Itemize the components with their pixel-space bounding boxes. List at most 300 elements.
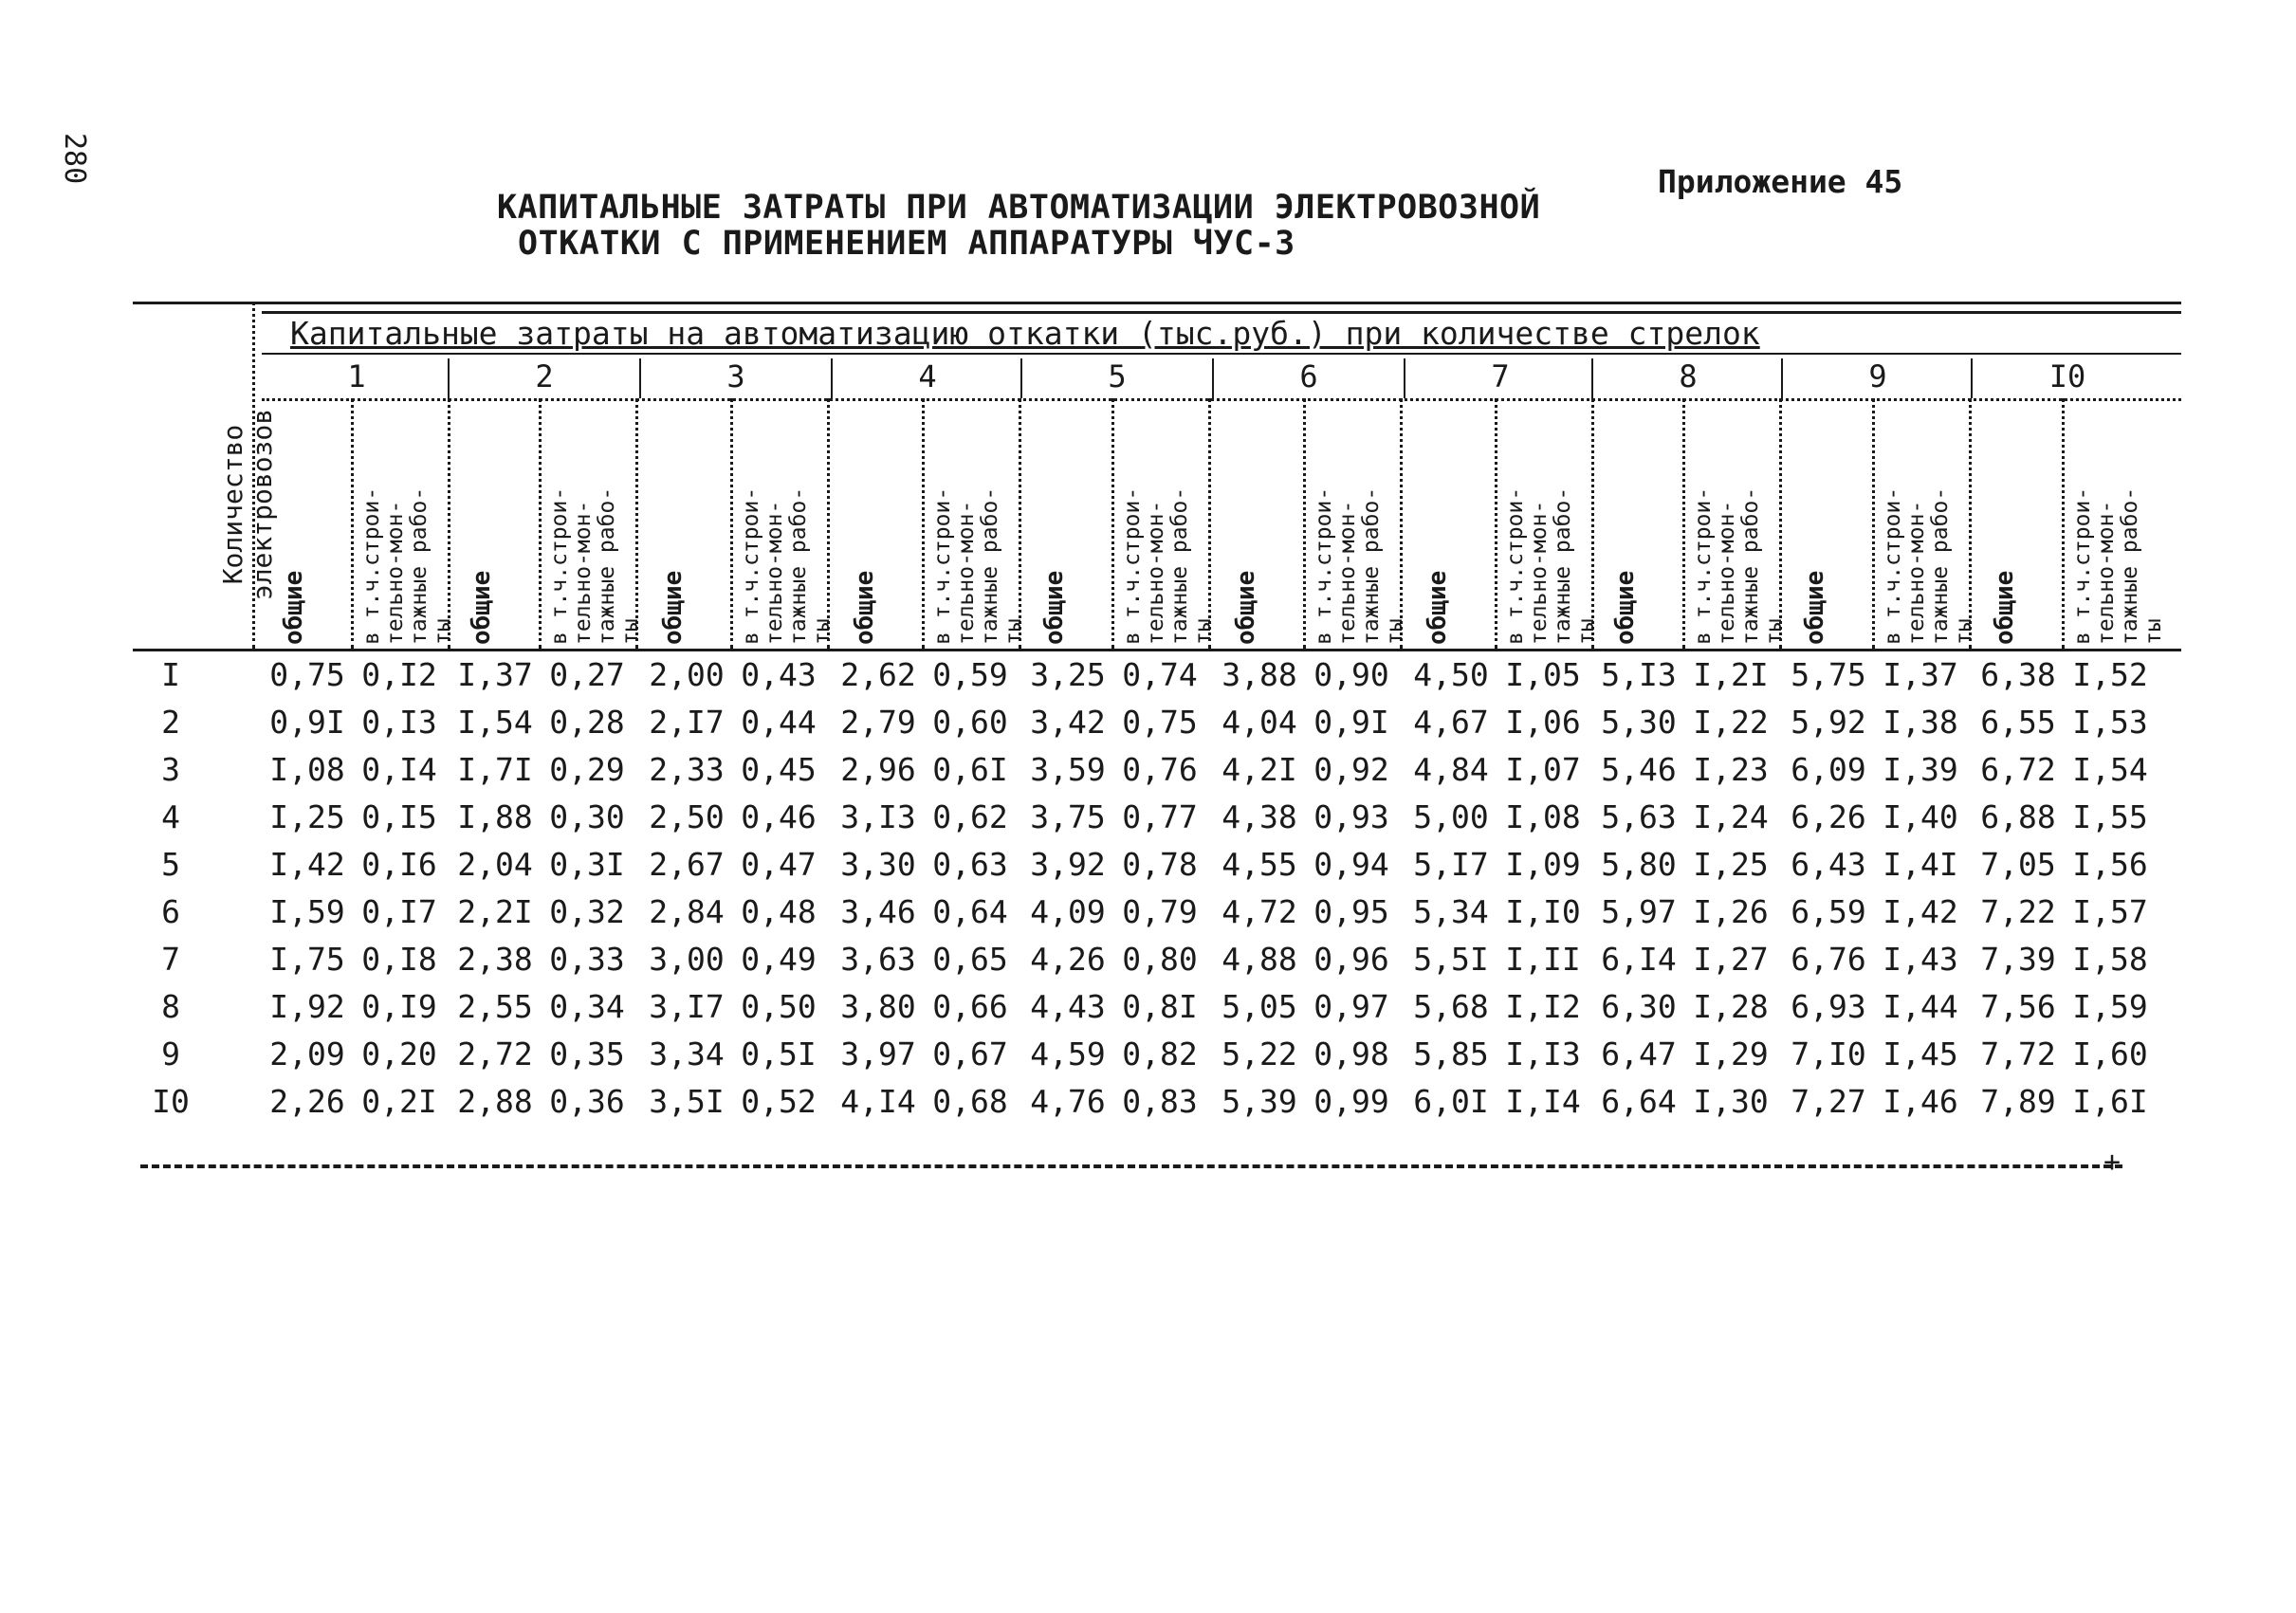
table-cell: 0,98 [1313,1036,1389,1072]
subcolumn-divider [1111,398,1114,649]
subheader-construction-line: в т.ч.строи- [1312,486,1336,645]
group-divider [448,358,450,398]
switch-count-header: 9 [1868,358,1887,394]
table-cell: 0,97 [1313,988,1389,1025]
end-mark: + [2103,1146,2122,1179]
table-bottom-rule [140,1164,2122,1168]
table-cell: 6,76 [1791,941,1866,978]
group-rule [262,353,2181,355]
table-cell: I,22 [1693,704,1769,741]
subheader-construction-line: ты [1001,618,1026,645]
table-cell: 0,29 [549,751,625,788]
table-cell: 6,0I [1413,1083,1489,1120]
table-cell: I,25 [1693,846,1769,883]
table-cell: 0,60 [932,704,1008,741]
table-cell: 7,39 [1980,941,2056,978]
switch-count-header: 4 [918,358,937,394]
table-cell: 3,5I [649,1083,725,1120]
table-cell: I,37 [457,656,533,693]
group-divider [1212,358,1214,398]
table-cell: 0,83 [1122,1083,1198,1120]
title-line-1: КАПИТАЛЬНЫЕ ЗАТРАТЫ ПРИ АВТОМАТИЗАЦИИ ЭЛЕКТРОВОЗНОЙ [497,189,1541,227]
table-cell: I,37 [1883,656,1958,693]
subheader-general: общие [468,570,496,645]
subheader-construction-line: тажные рабо- [786,486,811,645]
table-cell: 2,2I [457,893,533,930]
table-cell: I,27 [1693,941,1769,978]
table-cell: 3,92 [1030,846,1106,883]
subcolumn-divider [2062,398,2065,649]
table-cell: I,2I [1693,656,1769,693]
table-cell: I,23 [1693,751,1769,788]
subheader-construction-line: ты [810,618,835,645]
table-cell: 6,64 [1601,1083,1677,1120]
table-cell: 5,05 [1221,988,1297,1025]
group-divider [1404,358,1405,398]
table-cell: 0,20 [361,1036,437,1072]
table-cell: 0,59 [932,656,1008,693]
subcolumn-divider [539,398,542,649]
table-cell: 2,88 [457,1083,533,1120]
table-cell: 3,75 [1030,798,1106,835]
table-cell: 0,66 [932,988,1008,1025]
table-cell: 0,75 [269,656,345,693]
subheader-construction-line: ты [1574,618,1599,645]
table-cell: 5,I3 [1601,656,1677,693]
row-header-label: Количество электровозов [217,408,278,601]
table-cell: 4,67 [1413,704,1489,741]
table-cell: 5,00 [1413,798,1489,835]
table-cell: 6,59 [1791,893,1866,930]
table-cell: 0,5I [741,1036,817,1072]
table-cell: I,6I [2072,1083,2148,1120]
table-cell: 3,30 [840,846,916,883]
subheader-construction-line: тельно-мон- [762,500,787,645]
subheader-construction-line: в т.ч.строи- [1120,486,1145,645]
table-cell: I,60 [2072,1036,2148,1072]
table-cell: I,42 [1883,893,1958,930]
document-title [497,190,1540,262]
table-cell: 0,92 [1313,751,1389,788]
table-cell: 4,55 [1221,846,1297,883]
row-number: 5 [161,846,180,883]
table-cell: 0,28 [549,704,625,741]
table-cell: 6,38 [1980,656,2056,693]
table-cell: 0,65 [932,941,1008,978]
subheader-construction-line: тажные рабо- [1928,486,1953,645]
table-cell: I,07 [1505,751,1581,788]
table-cell: 4,2I [1221,751,1297,788]
table-cell: 0,I4 [361,751,437,788]
table-cell: I,92 [269,988,345,1025]
table-cell: I,30 [1693,1083,1769,1120]
subheader-general: общие [1611,570,1640,645]
subheader-construction-line: тельно-мон- [2094,500,2119,645]
row-number: 3 [161,751,180,788]
table-cell: 0,75 [1122,704,1198,741]
table-cell: I,75 [269,941,345,978]
table-cell: 0,52 [741,1083,817,1120]
table-cell: 7,05 [1980,846,2056,883]
table-cell: 0,I6 [361,846,437,883]
switch-count-header: 7 [1491,358,1510,394]
table-cell: I,I0 [1505,893,1581,930]
subheader-construction-line: тажные рабо- [595,486,619,645]
subheader-construction-line: в т.ч.строи- [1691,486,1716,645]
row-number: 7 [161,941,180,978]
table-cell: 0,78 [1122,846,1198,883]
table-cell: 4,09 [1030,893,1106,930]
subheader-construction-line: ты [618,618,643,645]
table-cell: 6,72 [1980,751,2056,788]
table-cell: 0,76 [1122,751,1198,788]
table-cell: 3,I3 [840,798,916,835]
switch-count-header: 5 [1108,358,1127,394]
subheader-general: общие [851,570,879,645]
subheader-construction-line: тажные рабо- [978,486,1002,645]
row-number: I [161,656,180,693]
table-cell: 0,I3 [361,704,437,741]
table-cell: 0,I7 [361,893,437,930]
table-cell: 0,8I [1122,988,1198,1025]
table-cell: 0,36 [549,1083,625,1120]
subheader-construction [548,487,643,645]
subheader-construction-line: ты [1762,618,1787,645]
table-cell: 4,59 [1030,1036,1106,1072]
table-cell: I,44 [1883,988,1958,1025]
subheader-general: общие [1991,570,2019,645]
group-divider [1591,358,1593,398]
table-cell: 0,33 [549,941,625,978]
switch-count-header: I0 [2048,358,2086,394]
switch-count-header: 6 [1299,358,1318,394]
subheader-general: общие [1424,570,1452,645]
table-cell: 7,72 [1980,1036,2056,1072]
table-top-rule-2 [262,311,2181,314]
table-cell: I,59 [2072,988,2148,1025]
rowhead-divider [252,302,255,649]
table-cell: 5,34 [1413,893,1489,930]
table-cell: I,06 [1505,704,1581,741]
table-cell: 5,85 [1413,1036,1489,1072]
table-cell: I,09 [1505,846,1581,883]
table-cell: 6,09 [1791,751,1866,788]
table-cell: I,I3 [1505,1036,1581,1072]
subheader-construction [1121,487,1216,645]
subheader-general: общие [659,570,688,645]
table-cell: 4,I4 [840,1083,916,1120]
table-cell: 3,59 [1030,751,1106,788]
table-cell: I,57 [2072,893,2148,930]
table-cell: 2,55 [457,988,533,1025]
table-cell: I,I4 [1505,1083,1581,1120]
subheader-construction-line: тажные рабо- [2118,486,2142,645]
table-cell: 5,80 [1601,846,1677,883]
table-cell: 0,I8 [361,941,437,978]
subheader-general: общие [1801,570,1829,645]
table-cell: 0,9I [269,704,345,741]
subheader-construction-line: тельно-мон- [1715,500,1739,645]
table-cell: 5,97 [1601,893,1677,930]
table-cell: 0,77 [1122,798,1198,835]
subheader-construction [2071,487,2166,645]
table-cell: 6,93 [1791,988,1866,1025]
table-cell: 0,64 [932,893,1008,930]
switch-count-header: 3 [726,358,745,394]
table-cell: 0,34 [549,988,625,1025]
subheader-construction [1882,487,1976,645]
table-cell: 6,26 [1791,798,1866,835]
table-cell: 3,42 [1030,704,1106,741]
table-cell: I,56 [2072,846,2148,883]
table-cell: I,52 [2072,656,2148,693]
row-number: 2 [161,704,180,741]
table-cell: I,43 [1883,941,1958,978]
subheader-construction [1504,487,1599,645]
table-cell: 2,09 [269,1036,345,1072]
table-cell: I,39 [1883,751,1958,788]
table-cell: I,7I [457,751,533,788]
table-cell: 5,30 [1601,704,1677,741]
subheader-construction-line: тажные рабо- [1359,486,1384,645]
table-cell: I,4I [1883,846,1958,883]
title-line-2: ОТКАТКИ С ПРИМЕНЕНИЕМ АППАРАТУРЫ ЧУС-3 [518,225,1295,263]
table-cell: 6,47 [1601,1036,1677,1072]
subheader-construction-line: в т.ч.строи- [1881,486,1905,645]
table-cell: I,25 [269,798,345,835]
table-cell: 0,48 [741,893,817,930]
table-cell: 6,88 [1980,798,2056,835]
table-cell: I,08 [269,751,345,788]
table-cell: 6,I4 [1601,941,1677,978]
page-number: 280 [58,133,91,185]
subheader-construction-line: тельно-мон- [1527,500,1552,645]
subheader-general: общие [1040,570,1069,645]
table-cell: 3,46 [840,893,916,930]
table-cell: 0,49 [741,941,817,978]
table-cell: 3,97 [840,1036,916,1072]
table-cell: I,88 [457,798,533,835]
subheader-general: общие [1232,570,1260,645]
table-cell: 0,93 [1313,798,1389,835]
subheader-construction [1313,487,1407,645]
table-cell: 5,22 [1221,1036,1297,1072]
table-cell: I,29 [1693,1036,1769,1072]
table-cell: 6,30 [1601,988,1677,1025]
table-cell: I,26 [1693,893,1769,930]
table-cell: 5,46 [1601,751,1677,788]
table-cell: I,05 [1505,656,1581,693]
subheader-construction [740,487,835,645]
table-cell: 6,43 [1791,846,1866,883]
table-cell: 4,43 [1030,988,1106,1025]
group-divider [1020,358,1022,398]
table-cell: 0,68 [932,1083,1008,1120]
table-cell: 0,63 [932,846,1008,883]
subheader-construction-line: в т.ч.строи- [1503,486,1528,645]
row-number: 8 [161,988,180,1025]
table-cell: 2,38 [457,941,533,978]
table-cell: 4,84 [1413,751,1489,788]
table-cell: I,24 [1693,798,1769,835]
table-cell: I,I2 [1505,988,1581,1025]
subheader-construction-line: ты [431,618,455,645]
row-number: 4 [161,798,180,835]
subheader-construction-line: тельно-мон- [383,500,408,645]
main-header: Капитальные затраты на автоматизацию откатки (тыс.руб.) при количестве стрелок [290,315,1760,352]
subheader-construction-line: тажные рабо- [407,486,432,645]
table-cell: I,54 [457,704,533,741]
table-cell: 2,96 [840,751,916,788]
table-cell: 5,75 [1791,656,1866,693]
table-cell: 0,6I [932,751,1008,788]
table-cell: 0,30 [549,798,625,835]
subcolumn-divider [730,398,733,649]
table-cell: 3,63 [840,941,916,978]
table-cell: 5,I7 [1413,846,1489,883]
subheader-construction-line: ты [2141,618,2166,645]
table-cell: 2,26 [269,1083,345,1120]
table-cell: 4,26 [1030,941,1106,978]
table-cell: 0,95 [1313,893,1389,930]
table-cell: 4,04 [1221,704,1297,741]
subheader-construction-line: тельно-мон- [1144,500,1168,645]
subcolumn-divider [1303,398,1306,649]
table-cell: I,59 [269,893,345,930]
table-cell: 3,25 [1030,656,1106,693]
table-cell: 7,56 [1980,988,2056,1025]
table-cell: 0,46 [741,798,817,835]
table-cell: I,28 [1693,988,1769,1025]
table-cell: 5,63 [1601,798,1677,835]
table-cell: 3,34 [649,1036,725,1072]
switch-count-header: 8 [1679,358,1698,394]
table-cell: 3,88 [1221,656,1297,693]
table-cell: 2,33 [649,751,725,788]
group-divider [1971,358,1973,398]
table-cell: 0,45 [741,751,817,788]
table-cell: I,58 [2072,941,2148,978]
subheader-construction-line: ты [1383,618,1407,645]
table-cell: 0,90 [1313,656,1389,693]
table-cell: I,38 [1883,704,1958,741]
subcolumn-divider [351,398,354,649]
table-cell: 0,74 [1122,656,1198,693]
table-cell: 7,27 [1791,1083,1866,1120]
table-cell: 0,I2 [361,656,437,693]
table-cell: 0,I9 [361,988,437,1025]
table-cell: 5,39 [1221,1083,1297,1120]
table-cell: 0,80 [1122,941,1198,978]
table-cell: 0,35 [549,1036,625,1072]
table-cell: 0,62 [932,798,1008,835]
table-cell: 7,22 [1980,893,2056,930]
table-cell: 4,88 [1221,941,1297,978]
table-cell: 0,2I [361,1083,437,1120]
table-cell: I,42 [269,846,345,883]
table-cell: 2,00 [649,656,725,693]
table-cell: 5,5I [1413,941,1489,978]
row-number: 6 [161,893,180,930]
subheader-construction-line: в т.ч.строи- [2070,486,2095,645]
table-cell: 0,99 [1313,1083,1389,1120]
group-divider [1781,358,1783,398]
appendix-label: Приложение 45 [1658,163,1903,200]
table-cell: 2,72 [457,1036,533,1072]
subheader-construction [1692,487,1787,645]
subcolumn-divider [922,398,925,649]
table-cell: 0,79 [1122,893,1198,930]
table-cell: 0,3I [549,846,625,883]
table-cell: 0,27 [549,656,625,693]
table-cell: I,53 [2072,704,2148,741]
subheader-construction-line: тельно-мон- [571,500,596,645]
table-cell: 0,9I [1313,704,1389,741]
table-cell: 2,I7 [649,704,725,741]
group-divider [831,358,833,398]
table-cell: 0,32 [549,893,625,930]
table-cell: 5,92 [1791,704,1866,741]
table-cell: 4,72 [1221,893,1297,930]
subheader-construction-line: в т.ч.строи- [547,486,572,645]
subheader-construction-line: в т.ч.строи- [359,486,384,645]
subheader-construction-line: тажные рабо- [1551,486,1575,645]
table-cell: 0,50 [741,988,817,1025]
subheader-construction [360,487,455,645]
table-cell: 3,80 [840,988,916,1025]
subcolumn-divider [1872,398,1875,649]
subheader-construction-line: тельно-мон- [954,500,979,645]
table-cell: 0,82 [1122,1036,1198,1072]
table-cell: I,08 [1505,798,1581,835]
table-cell: 4,38 [1221,798,1297,835]
table-cell: 2,04 [457,846,533,883]
subheader-construction-line: в т.ч.строи- [739,486,763,645]
table-cell: 0,96 [1313,941,1389,978]
subheader-construction-line: ты [1191,618,1216,645]
table-cell: 4,76 [1030,1083,1106,1120]
subheader-construction-line: тельно-мон- [1335,500,1360,645]
table-cell: 2,67 [649,846,725,883]
subheader-construction-line: тажные рабо- [1738,486,1763,645]
table-cell: I,II [1505,941,1581,978]
table-cell: 0,I5 [361,798,437,835]
subcolumn-divider [1495,398,1497,649]
table-cell: I,40 [1883,798,1958,835]
table-cell: 7,I0 [1791,1036,1866,1072]
table-cell: I,54 [2072,751,2148,788]
table-cell: 7,89 [1980,1083,2056,1120]
table-cell: 2,62 [840,656,916,693]
header-bottom-rule [133,649,2181,651]
subheader-construction-line: ты [1952,618,1976,645]
table-cell: 0,94 [1313,846,1389,883]
row-number: I0 [152,1083,190,1120]
subheader-construction [931,487,1026,645]
subheader-rule [262,398,2181,401]
table-cell: 0,44 [741,704,817,741]
table-cell: 2,79 [840,704,916,741]
group-divider [639,358,641,398]
table-cell: 0,43 [741,656,817,693]
table-cell: 4,50 [1413,656,1489,693]
row-number: 9 [161,1036,180,1072]
subheader-construction-line: тажные рабо- [1167,486,1192,645]
table-cell: 0,47 [741,846,817,883]
subheader-construction-line: в т.ч.строи- [930,486,955,645]
switch-count-header: 2 [535,358,554,394]
table-cell: 2,84 [649,893,725,930]
